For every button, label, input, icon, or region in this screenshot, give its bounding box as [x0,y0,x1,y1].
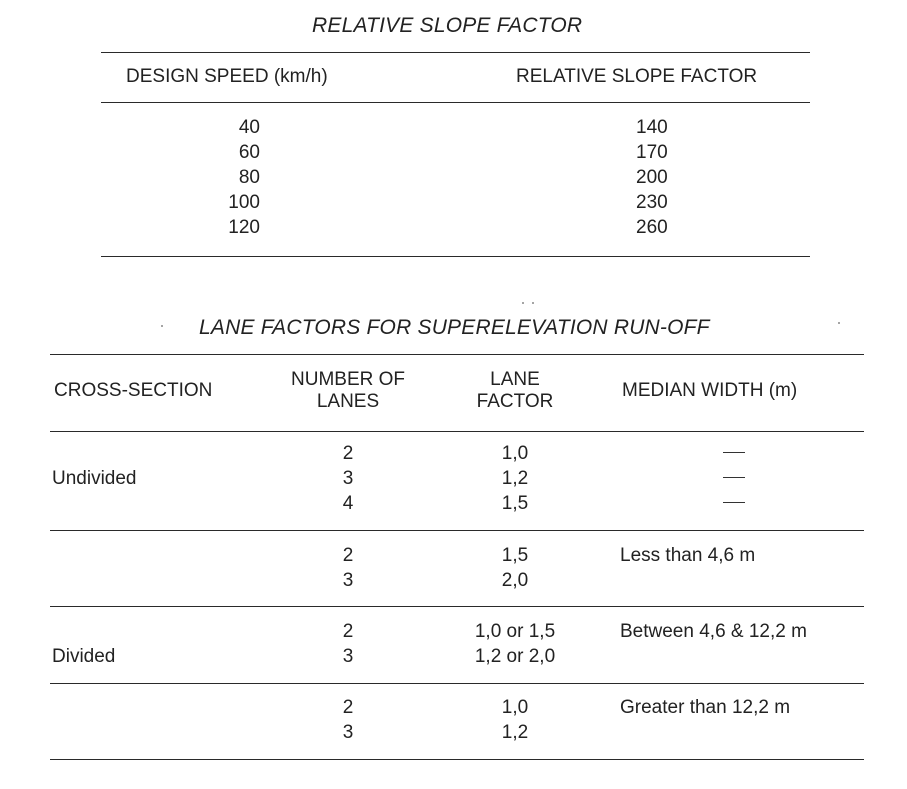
table-cell-speed: 120 [228,217,260,238]
table-cell-factor: 2,0 [501,570,529,591]
scan-speck [161,325,163,327]
cross-section-undivided: Undivided [52,468,137,489]
table-cell-lanes: 3 [342,722,354,743]
table1-factor-column [636,115,668,240]
header-line: LANES [316,391,380,412]
table1-speed-column [200,115,260,240]
table-cell-speed: 80 [238,167,260,188]
table-cell-lanes: 2 [342,697,354,718]
group4-factors [455,695,575,745]
em-dash-icon [723,502,745,503]
group1-rule [50,530,864,531]
table-cell-speed: 100 [228,192,260,213]
group2-factors [455,543,575,593]
group3-median: Between 4,6 & 12,2 m [620,621,807,642]
table-cell-factor: 1,5 [501,493,529,514]
table-cell-speed: 40 [238,117,260,138]
table-cell-factor: 260 [636,217,668,238]
table1-title: RELATIVE SLOPE FACTOR [312,14,583,37]
table-cell-lanes: 4 [342,493,354,514]
scan-speck [532,302,534,304]
table-cell-median-empty [704,466,764,491]
group2-median: Less than 4,6 m [620,545,756,566]
table-cell-factor: 1,5 [501,545,529,566]
table1-header-design-speed: DESIGN SPEED (km/h) [126,66,328,87]
table1-header-relative-slope-factor: RELATIVE SLOPE FACTOR [516,66,758,87]
group4-median: Greater than 12,2 m [620,697,791,718]
table2-header-rule [50,431,864,432]
table2-header-number-of-lanes [268,369,428,413]
table-cell-speed: 60 [238,142,260,163]
table-cell-median-empty [704,491,764,516]
group2-rule [50,606,864,607]
cross-section-divided: Divided [52,646,116,667]
table1-bottom-rule [101,256,810,257]
header-line: FACTOR [476,391,554,412]
table-cell-lanes: 2 [342,545,354,566]
table1-header-rule [101,102,810,103]
table2-header-median-width: MEDIAN WIDTH (m) [622,380,798,401]
em-dash-icon [723,452,745,453]
table-cell-factor: 1,0 [501,697,529,718]
group4-lanes [318,695,378,745]
table-cell-factor: 200 [636,167,668,188]
scan-speck [838,322,840,324]
group3-rule [50,683,864,684]
scan-speck [522,302,524,304]
table-cell-lanes: 3 [342,646,354,667]
table-cell-lanes: 2 [342,443,354,464]
group1-median [704,441,764,516]
table2-bottom-rule [50,759,864,760]
table-cell-factor: 1,2 [501,468,529,489]
table-cell-lanes: 3 [342,468,354,489]
header-line: LANE [490,369,540,390]
table-cell-median-empty [704,441,764,466]
group3-lanes [318,619,378,669]
header-line: NUMBER OF [291,369,405,390]
group1-lanes [318,441,378,516]
group3-factors [445,619,585,669]
table-cell-factor: 1,2 or 2,0 [474,646,556,667]
table-cell-factor: 1,2 [501,722,529,743]
table2-title: LANE FACTORS FOR SUPERELEVATION RUN-OFF [199,316,710,339]
table-cell-factor: 170 [636,142,668,163]
table2-header-lane-factor [455,369,575,413]
group2-lanes [318,543,378,593]
table-cell-factor: 230 [636,192,668,213]
table-cell-factor: 1,0 or 1,5 [474,621,556,642]
table1-top-rule [101,52,810,53]
table-cell-factor: 1,0 [501,443,529,464]
group1-factors [455,441,575,516]
table2-top-rule [50,354,864,355]
em-dash-icon [723,477,745,478]
table-cell-factor: 140 [636,117,668,138]
table-cell-lanes: 3 [342,570,354,591]
table-cell-lanes: 2 [342,621,354,642]
table2-header-cross-section: CROSS-SECTION [54,380,213,401]
